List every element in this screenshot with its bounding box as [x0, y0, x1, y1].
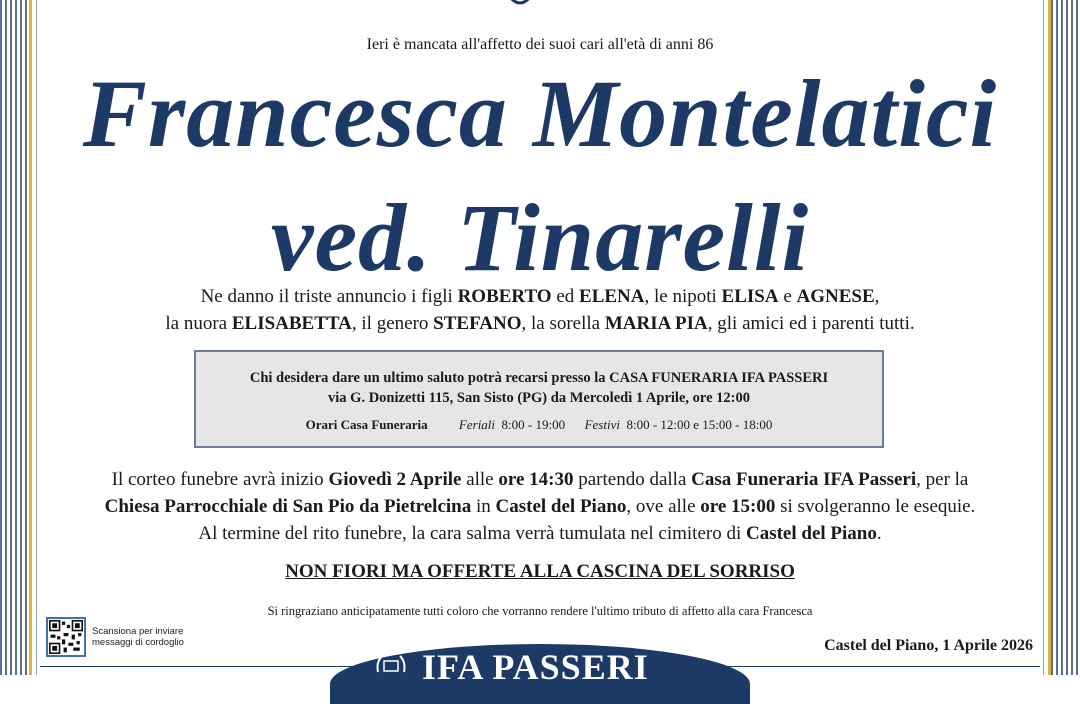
funeral-home-line-2: via G. Donizetti 115, San Sisto (PG) da Mercoledì 1 Aprile, ore 12:00	[328, 390, 750, 406]
qr-caption-line-2: messaggi di cordoglio	[92, 637, 184, 648]
cortege-details	[50, 466, 1030, 547]
funeral-home-hours	[196, 417, 882, 433]
holiday-label: Festivi	[584, 417, 620, 432]
thanks-text: Si ringraziano anticipatamente tutti coloro che vorranno rendere l'ultimo tributo di affetto alla cara Francesca	[267, 604, 813, 618]
qr-section[interactable]	[46, 617, 184, 657]
qr-code-icon[interactable]	[46, 617, 86, 657]
cortege-line-1: Il corteo funebre avrà inizio Giovedì 2 Aprile alle ore 14:30 partendo dalla Casa Funeraria IFA Passeri, per la	[111, 469, 969, 490]
hours-label: Orari Casa Funeraria	[305, 417, 428, 432]
announcement-line-1: Ne danno il triste annuncio i figli ROBERTO ed ELENA, le nipoti ELISA e AGNESE,	[200, 286, 880, 307]
cortege-line-3: Al termine del rito funebre, la cara salma verrà tumulata nel cimitero di Castel del Piano.	[198, 523, 882, 544]
deceased-name-married: ved. Tinarelli	[270, 184, 810, 291]
deceased-name: Francesca Montelatici	[82, 60, 998, 167]
cortege-line-2: Chiesa Parrocchiale di San Pio da Pietrelcina in Castel del Piano, ove alle ore 15:00 si svolgeranno le esequie.	[104, 496, 976, 517]
brand-name: IFA PASSERI	[422, 647, 649, 687]
weekday-hours: 8:00 - 19:00	[501, 417, 566, 432]
announcement-line-2: la nuora ELISABETTA, il genero STEFANO, la sorella MARIA PIA, gli amici ed i parenti tutti.	[165, 313, 915, 334]
place-date: Castel del Piano, 1 Aprile 2026	[824, 637, 1033, 654]
weekday-label: Feriali	[458, 417, 496, 432]
top-ornament-icon	[505, 0, 535, 8]
intro-text: Ieri è mancata all'affetto dei suoi cari all'età di anni 86	[366, 36, 714, 53]
funeral-home-line-1: Chi desidera dare un ultimo saluto potrà recarsi presso la CASA FUNERARIA IFA PASSERI	[249, 370, 829, 386]
family-announcement	[60, 283, 1020, 337]
flowers-notice: NON FIORI MA OFFERTE ALLA CASCINA DEL SORRISO	[285, 561, 795, 582]
funeral-home-box	[194, 350, 884, 448]
ifa-logo-icon	[374, 652, 408, 676]
qr-caption-line-1: Scansiona per inviare	[92, 626, 184, 637]
brand-banner	[330, 644, 750, 704]
holiday-hours: 8:00 - 12:00 e 15:00 - 18:00	[626, 417, 773, 432]
